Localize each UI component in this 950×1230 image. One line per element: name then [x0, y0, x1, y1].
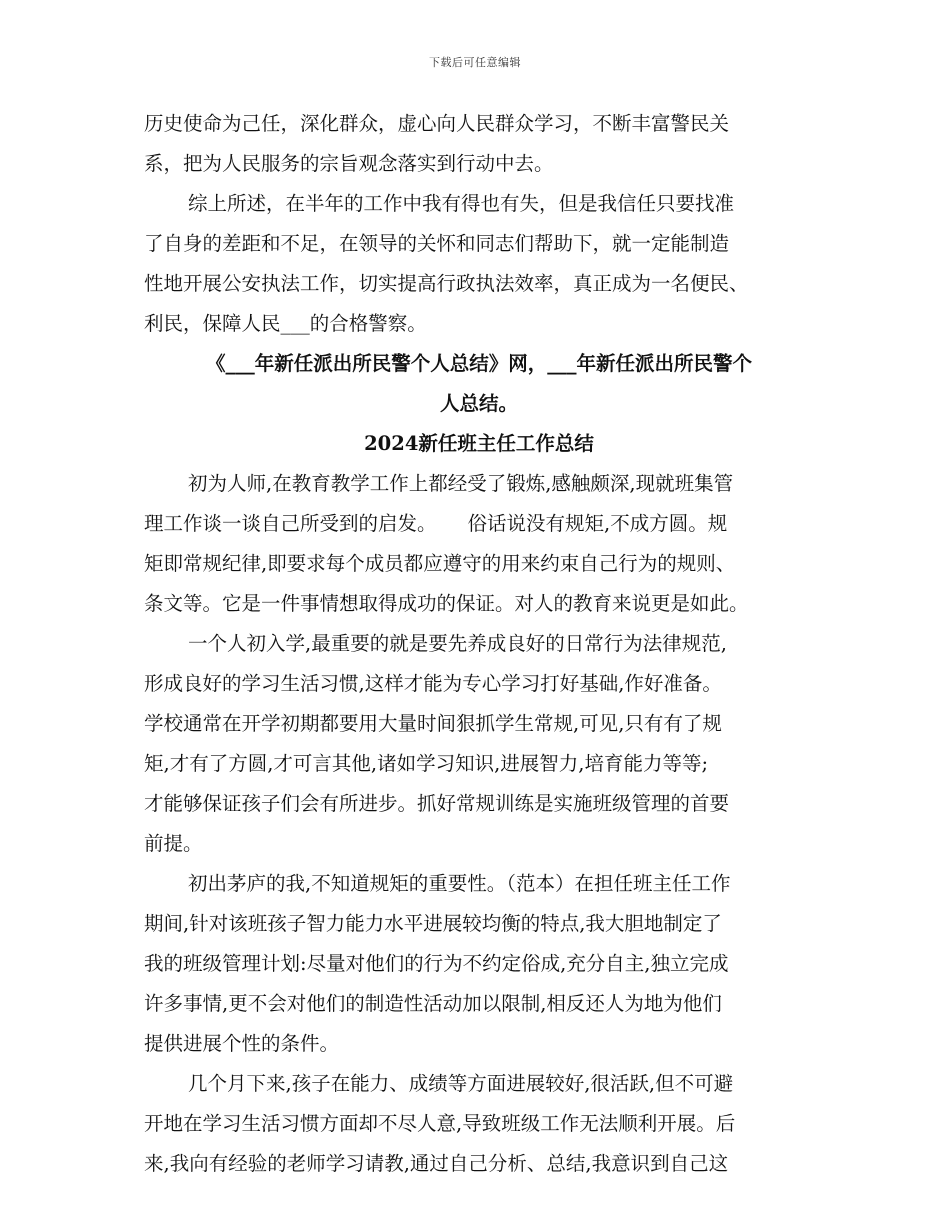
paragraph-line: 才能够保证孩子们会有所进步。抓好常规训练是实施班级管理的首要	[144, 792, 730, 815]
paragraph-line: 矩即常规纪律,即要求每个成员都应遵守的用来约束自己行为的规则、	[144, 552, 736, 575]
paragraph-line: 几个月下来,孩子在能力、成绩等方面进展较好,很活跃,但不可避	[188, 1072, 734, 1095]
paragraph-line: 许多事情,更不会对他们的制造性活动加以限制,相反还人为地为他们	[144, 992, 722, 1015]
paragraph-line: 形成良好的学习生活习惯,这样才能为专心学习打好基础,作好准备。	[144, 672, 722, 695]
paragraph-line: 初出茅庐的我,不知道规矩的重要性。（范本）在担任班主任工作	[188, 872, 731, 895]
page-header: 下载后可任意编辑	[429, 56, 521, 69]
paragraph-line: 了自身的差距和不足，在领导的关怀和同志们帮助下，就一定能制造	[144, 232, 730, 255]
paragraph-line: 我的班级管理计划:尽量对他们的行为不约定俗成,充分自主,独立完成	[144, 952, 729, 975]
paragraph-line: 开地在学习生活习惯方面却不尽人意,导致班级工作无法顺利开展。后	[144, 1112, 736, 1135]
paragraph-line: 提供进展个性的条件。	[144, 1032, 340, 1055]
paragraph-line: 期间,针对该班孩子智力能力水平进展较均衡的特点,我大胆地制定了	[144, 912, 722, 935]
document-body	[144, 104, 814, 1184]
paragraph-line: 历史使命为己任，深化群众，虚心向人民群众学习，不断丰富警民关	[144, 112, 730, 135]
paragraph-line: 利民，保障人民___的合格警察。	[144, 312, 427, 335]
paragraph-line: 条文等。它是一件事情想取得成功的保证。对人的教育来说更是如此。	[144, 592, 749, 615]
paragraph-line: 一个人初入学,最重要的就是要先养成良好的日常行为法律规范,	[188, 632, 727, 655]
section-title: 人总结。	[439, 392, 518, 415]
document-title: 2024新任班主任工作总结	[364, 432, 594, 455]
paragraph-line: 前提。	[144, 832, 203, 855]
paragraph-line: 初为人师,在教育教学工作上都经受了锻炼,感触颇深,现就班集管	[188, 472, 734, 495]
paragraph-line: 矩,才有了方圆,才可言其他,诸如学习知识,进展智力,培育能力等等;	[144, 752, 709, 775]
paragraph-line: 性地开展公安执法工作，切实提高行政执法效率，真正成为一名便民、	[144, 272, 749, 295]
paragraph-line: 来,我向有经验的老师学习请教,通过自己分析、总结,我意识到自己这	[144, 1152, 729, 1175]
paragraph-line: 综上所述，在半年的工作中我有得也有失，但是我信任只要找准	[188, 192, 735, 215]
paragraph-line: 学校通常在开学初期都要用大量时间狠抓学生常规,可见,只有有了规	[144, 712, 722, 735]
section-title: 《___年新任派出所民警个人总结》网，___年新任派出所民警个	[205, 352, 752, 375]
paragraph-line: 系，把为人民服务的宗旨观念落实到行动中去。	[144, 152, 554, 175]
paragraph-line: 理工作谈一谈自己所受到的启发。 俗话说没有规矩,不成方圆。规	[144, 512, 728, 535]
